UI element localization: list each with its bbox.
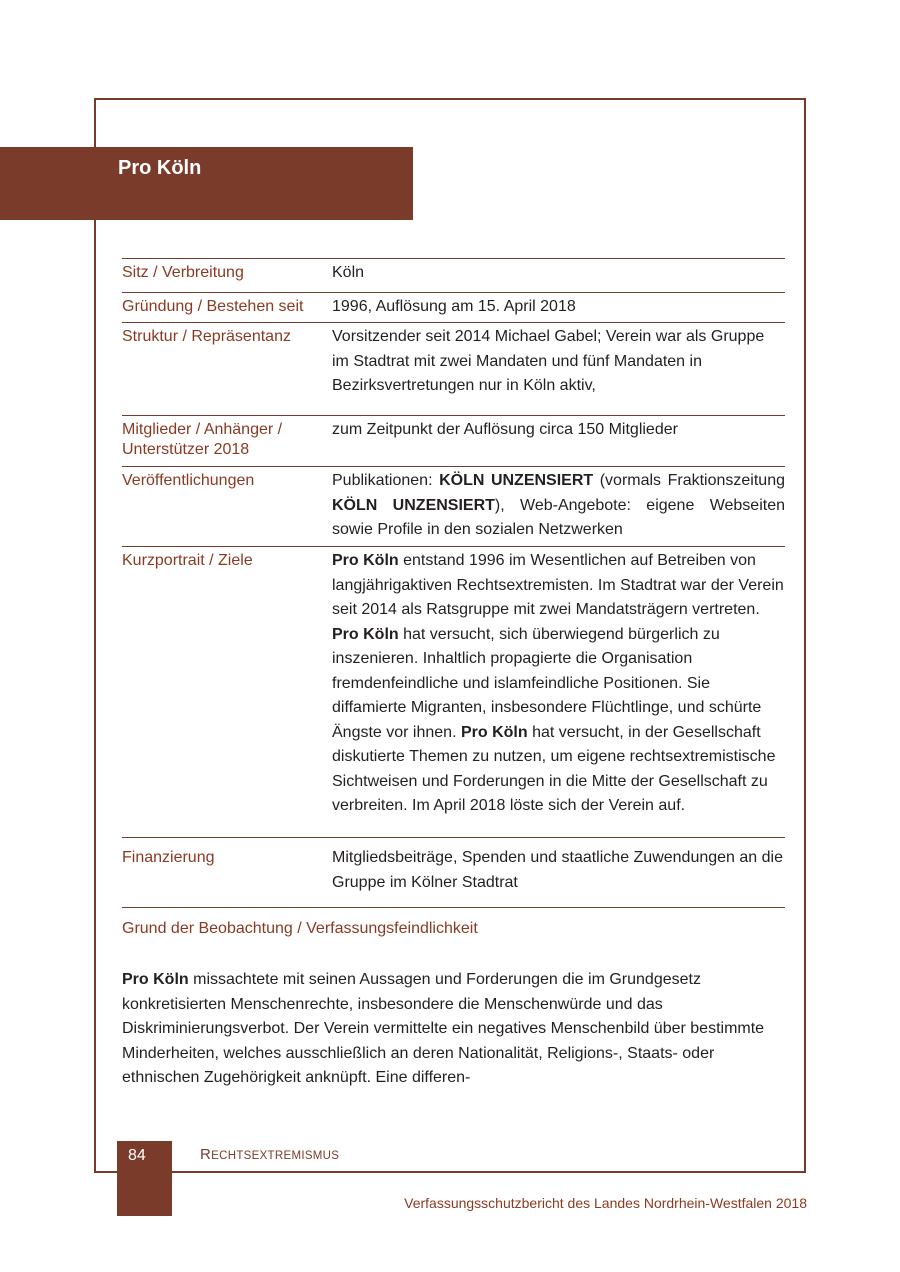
text-run: missachtete mit seinen Aussagen und Forderungen die im Grundgesetz konkretisierten Menschenrechte, insbesondere die Menschenwürde und das Diskriminierungsverbot. Der Verein vermittelte ein negatives Menschenbild über bestimmte Minderheiten, welches ausschließlich an deren Nationalität, Religions-, Staats- oder ethnischen Zugehörigkeit anknüpft. Eine differen- [122, 971, 765, 1087]
text-run: entstand 1996 im Wesentlichen auf Betreiben von langjährigaktiven Rechtsextremisten. Im Stadtrat war der Verein seit 2014 als Ratsgruppe mit zwei Mandatsträgern vertreten. [332, 552, 784, 618]
section-rest: ECHTSEXTREMISMUS [211, 1150, 340, 1162]
text-run: Publikationen: [332, 472, 440, 489]
section-heading: Grund der Beobachtung / Verfassungsfeindlichkeit [122, 920, 478, 937]
row-label: Kurzportrait / Ziele [122, 552, 253, 569]
body-paragraph [122, 968, 785, 1091]
profile-table [122, 258, 785, 908]
row-value: Mitgliedsbeiträge, Spenden und staatliche Zuwendungen an die Gruppe im Kölner Stadtrat [332, 849, 783, 891]
table-row-veroeffentlichungen [122, 466, 785, 546]
publication-name: KÖLN UNZENSIERT [332, 496, 495, 514]
table-row-mitglieder [122, 415, 785, 466]
row-label: Veröffentlichungen [122, 472, 255, 489]
row-value [332, 547, 785, 837]
row-value: 1996, Auflösung am 15. April 2018 [332, 298, 576, 315]
org-name: Pro Köln [460, 723, 528, 741]
text-run: hat versucht, in der Gesellschaft diskutierte Themen zu nutzen, um eigene rechtsextremistische Sichtweisen und Forderungen in die Mitte der Gesellschaft zu verbreiten. Im April 2018 löste sich der Verein auf. [332, 723, 776, 814]
report-title: Verfassungsschutzbericht des Landes Nordrhein-Westfalen 2018 [404, 1195, 807, 1211]
text-run: ), Web-Angebote: eigene Webseiten sowie Profile in den sozialen Netzwerken [332, 496, 786, 538]
row-label: Finanzierung [122, 849, 215, 866]
text-run: (vormals Fraktionszeitung [593, 472, 785, 489]
table-row-finanzierung [122, 837, 785, 908]
org-name: Pro Köln [122, 971, 189, 988]
page-title: Pro Köln [118, 157, 202, 179]
row-label: Sitz / Verbreitung [122, 264, 244, 281]
row-value [332, 467, 785, 546]
section-initial: R [200, 1146, 212, 1163]
row-label: Gründung / Bestehen seit [122, 298, 304, 315]
text-run: hat versucht, sich überwiegend bürgerlich zu inszenieren. Inhaltlich propagierte die Organisation fremdenfeindliche und islamfeindliche Positionen. Sie diffamierte Migranten, insbesondere Flüchtlinge, und schürte Ängste vor ihnen. [332, 625, 762, 741]
row-value: zum Zeitpunkt der Auflösung circa 150 Mitglieder [332, 421, 678, 438]
row-label: Struktur / Repräsentanz [122, 328, 291, 345]
row-value: Köln [332, 264, 365, 281]
page-number: 84 [128, 1147, 146, 1164]
row-label: Mitglieder / Anhänger / Unterstützer 2018 [122, 421, 283, 458]
title-band [0, 147, 413, 220]
org-name: Pro Köln [332, 552, 399, 569]
publication-name: KÖLN UNZENSIERT [439, 472, 594, 489]
table-row-kurzportrait [122, 546, 785, 837]
running-header [200, 1146, 339, 1163]
table-row-struktur [122, 322, 785, 415]
row-value: Vorsitzender seit 2014 Michael Gabel; Verein war als Gruppe im Stadtrat mit zwei Mandaten und fünf Mandaten in Bezirksvertretungen nur in Köln aktiv, [332, 328, 765, 394]
table-row-gruendung [122, 292, 785, 322]
org-name: Pro Köln [332, 625, 399, 643]
table-row-sitz [122, 258, 785, 292]
